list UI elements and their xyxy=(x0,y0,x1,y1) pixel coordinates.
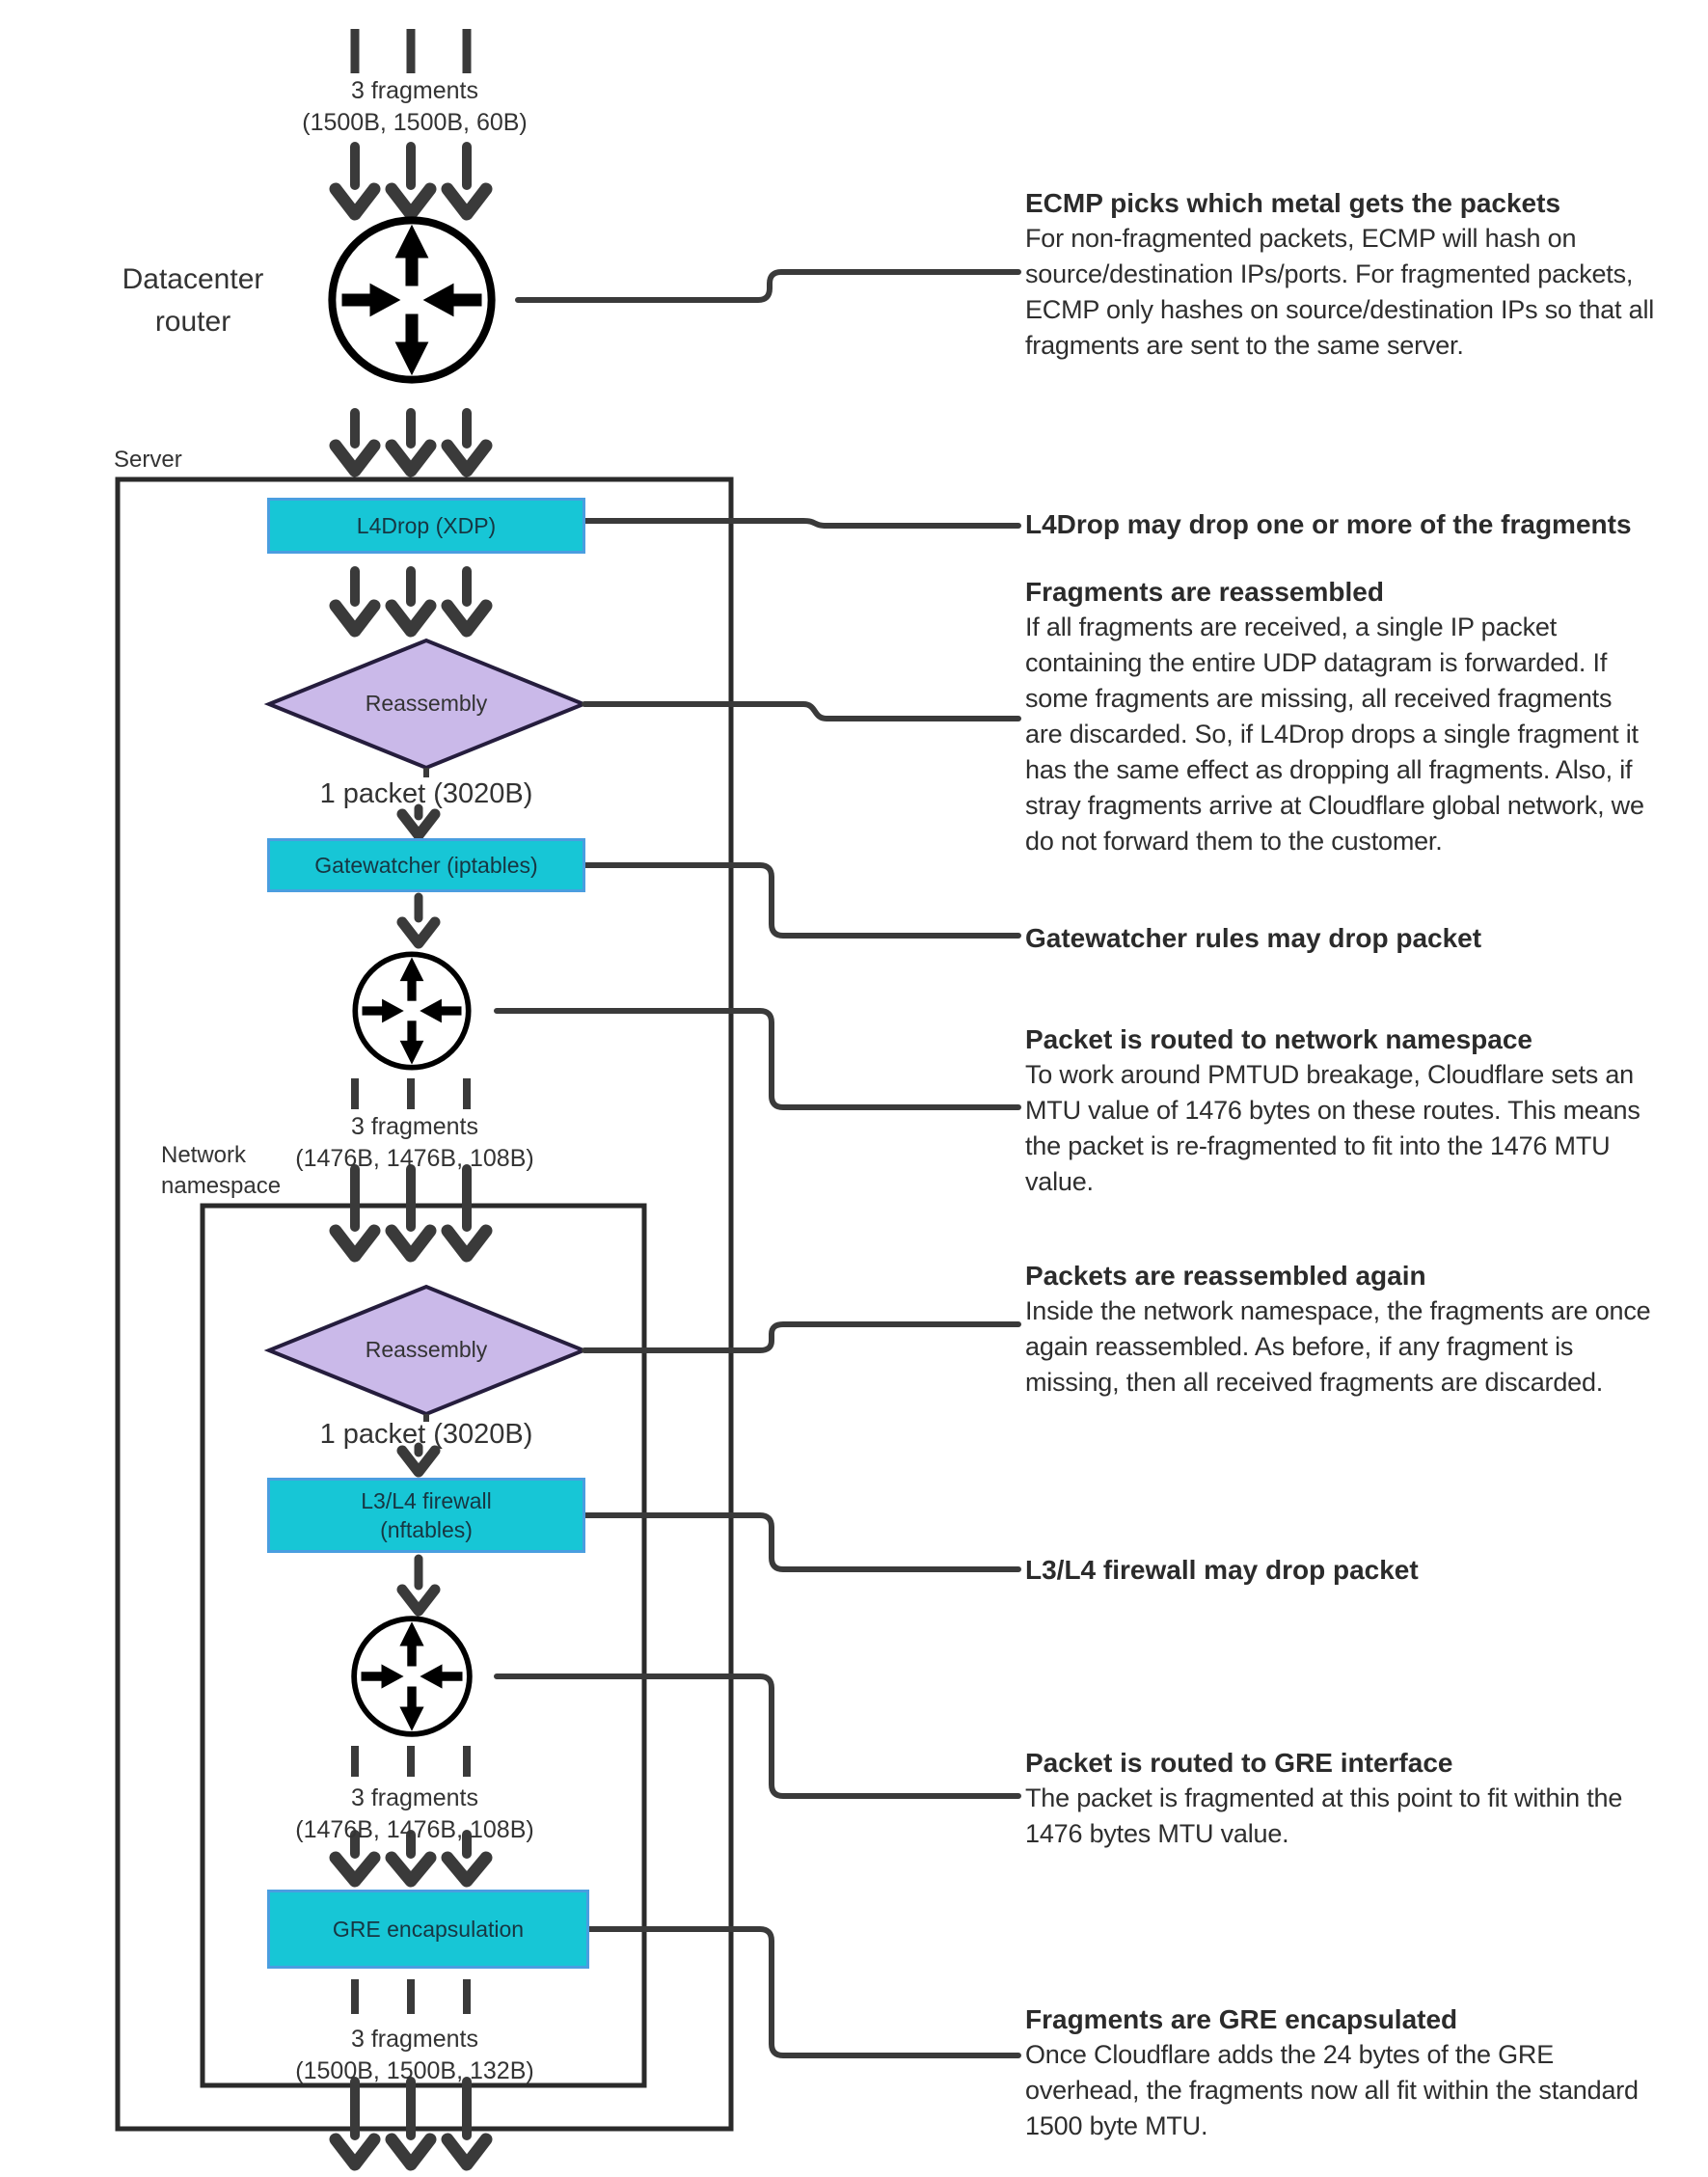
annotation-line: do not forward them to the customer. xyxy=(1025,827,1443,856)
annotation-heading: Packet is routed to GRE interface xyxy=(1025,1748,1453,1778)
flow-arrows-into-router xyxy=(336,147,486,214)
annotation-line: containing the entire UDP datagram is forwarded. If xyxy=(1025,648,1608,677)
flow-arrow-to-router2 xyxy=(402,897,435,943)
annotation-firewall xyxy=(1025,1552,1419,1588)
annotation-gre-interface xyxy=(1025,1745,1622,1852)
flow-arrow-to-router3 xyxy=(402,1559,435,1611)
annotation-line: The packet is fragmented at this point to fit within the xyxy=(1025,1783,1623,1812)
packet2-label: 1 packet (3020B) xyxy=(319,1419,533,1450)
connector-gre xyxy=(589,1929,1018,2055)
connector-firewall xyxy=(585,1515,1018,1569)
annotation-gre-encapsulated xyxy=(1025,2001,1639,2144)
connector-router2 xyxy=(497,1011,1018,1107)
annotation-line: value. xyxy=(1025,1167,1094,1196)
flow-arrows-to-reassembly1 xyxy=(336,571,486,631)
fragment-sizes: (1476B, 1476B, 108B) xyxy=(295,1816,534,1843)
connector-ecmp xyxy=(518,272,1018,300)
flow-arrows-out xyxy=(336,2082,486,2164)
packet1-label: 1 packet (3020B) xyxy=(319,778,533,809)
annotation-line: 1476 bytes MTU value. xyxy=(1025,1819,1289,1848)
l3l4-firewall-box xyxy=(267,1478,585,1553)
annotation-line: the packet is re-fragmented to fit into the 1476 MTU xyxy=(1025,1131,1611,1160)
annotation-line: fragments are sent to the same server. xyxy=(1025,331,1464,360)
fragment-label-bottom xyxy=(260,2024,569,2087)
l4drop-box-label: L4Drop (XDP) xyxy=(356,513,497,538)
annotation-heading: L4Drop may drop one or more of the fragments xyxy=(1025,509,1632,539)
connector-reassembly1 xyxy=(584,704,1018,719)
annotation-l4drop xyxy=(1025,506,1632,542)
connector-router3 xyxy=(497,1676,1018,1796)
l3l4-box-label-line2: (nftables) xyxy=(380,1517,473,1542)
annotation-line: are discarded. So, if L4Drop drops a single fragment it xyxy=(1025,720,1639,748)
annotation-line: stray fragments arrive at Cloudflare global network, we xyxy=(1025,791,1644,820)
fragment-count: 3 fragments xyxy=(350,1784,478,1811)
annotation-line: again reassembled. As before, if any fragment is xyxy=(1025,1332,1574,1361)
router-icon xyxy=(332,220,491,379)
annotation-heading: Gatewatcher rules may drop packet xyxy=(1025,923,1482,953)
fragment-sizes: (1500B, 1500B, 132B) xyxy=(295,2057,534,2084)
fragment-label-mid xyxy=(260,1111,569,1175)
fragment-dashes-bottom xyxy=(355,1979,467,2014)
network-namespace-label: Network namespace xyxy=(161,1142,282,1199)
gatewatcher-box-label: Gatewatcher (iptables) xyxy=(314,853,538,878)
datacenter-router-label: Datacenter router xyxy=(122,263,264,338)
annotation-heading: L3/L4 firewall may drop packet xyxy=(1025,1555,1419,1585)
gatewatcher-box xyxy=(267,838,585,892)
fragment-sizes: (1476B, 1476B, 108B) xyxy=(295,1145,534,1172)
gre-box-label: GRE encapsulation xyxy=(332,1917,525,1942)
flow-arrows-into-namespace xyxy=(336,1169,486,1256)
annotation-heading: Fragments are reassembled xyxy=(1025,577,1384,607)
annotation-line: has the same effect as dropping all fragments. Also, if xyxy=(1025,755,1633,784)
annotation-line: Inside the network namespace, the fragments are once xyxy=(1025,1296,1651,1325)
fragment-dashes-mid xyxy=(355,1078,467,1109)
annotation-line: MTU value of 1476 bytes on these routes. This means xyxy=(1025,1096,1640,1125)
l3l4-box-label-line1: L3/L4 firewall xyxy=(361,1488,492,1513)
fragment-label-low xyxy=(260,1782,569,1846)
annotation-line: ECMP only hashes on source/destination IPs so that all xyxy=(1025,295,1655,324)
annotation-heading: Fragments are GRE encapsulated xyxy=(1025,2004,1458,2034)
annotation-reassembled xyxy=(1025,574,1644,859)
connector-l4drop xyxy=(585,521,1018,526)
server-box-label: Server xyxy=(114,447,182,473)
annotation-line: For non-fragmented packets, ECMP will hash on xyxy=(1025,224,1577,253)
annotation-network-namespace xyxy=(1025,1021,1640,1200)
flow-arrow-to-gatewatcher xyxy=(402,808,435,835)
annotation-reassembled-again xyxy=(1025,1258,1650,1401)
fragment-label-top xyxy=(260,75,569,139)
reassembly2-label: Reassembly xyxy=(365,1337,488,1362)
router-icon xyxy=(355,954,468,1067)
fragment-count: 3 fragments xyxy=(350,2026,478,2053)
annotation-ecmp xyxy=(1025,185,1654,364)
flow-arrows-into-server xyxy=(336,413,486,471)
annotation-line: Once Cloudflare adds the 24 bytes of the GRE xyxy=(1025,2040,1555,2069)
fragment-sizes: (1500B, 1500B, 60B) xyxy=(302,109,528,136)
reassembly1-label: Reassembly xyxy=(365,691,488,716)
annotation-gatewatcher xyxy=(1025,920,1481,956)
router-icon xyxy=(354,1619,470,1734)
annotation-line: 1500 byte MTU. xyxy=(1025,2111,1208,2140)
fragment-dashes-low xyxy=(355,1746,467,1777)
annotation-line: To work around PMTUD breakage, Cloudflare sets an xyxy=(1025,1060,1635,1089)
fragment-dashes-top xyxy=(355,29,467,73)
annotation-heading: Packets are reassembled again xyxy=(1025,1261,1426,1291)
annotation-line: missing, then all received fragments are discarded. xyxy=(1025,1368,1604,1397)
gre-encapsulation-box xyxy=(267,1890,589,1969)
fragment-count: 3 fragments xyxy=(350,1113,478,1140)
annotation-heading: ECMP picks which metal gets the packets xyxy=(1025,188,1561,218)
annotation-line: source/destination IPs/ports. For fragmented packets, xyxy=(1025,259,1634,288)
fragment-count: 3 fragments xyxy=(350,77,478,104)
annotation-heading: Packet is routed to network namespace xyxy=(1025,1024,1532,1054)
annotation-line: some fragments are missing, all received fragments xyxy=(1025,684,1613,713)
annotation-line: overhead, the fragments now all fit within the standard xyxy=(1025,2076,1639,2105)
annotation-line: If all fragments are received, a single IP packet xyxy=(1025,612,1557,641)
connector-reassembly2 xyxy=(584,1324,1018,1350)
connector-gatewatcher xyxy=(585,865,1018,936)
l4drop-box xyxy=(267,498,585,554)
